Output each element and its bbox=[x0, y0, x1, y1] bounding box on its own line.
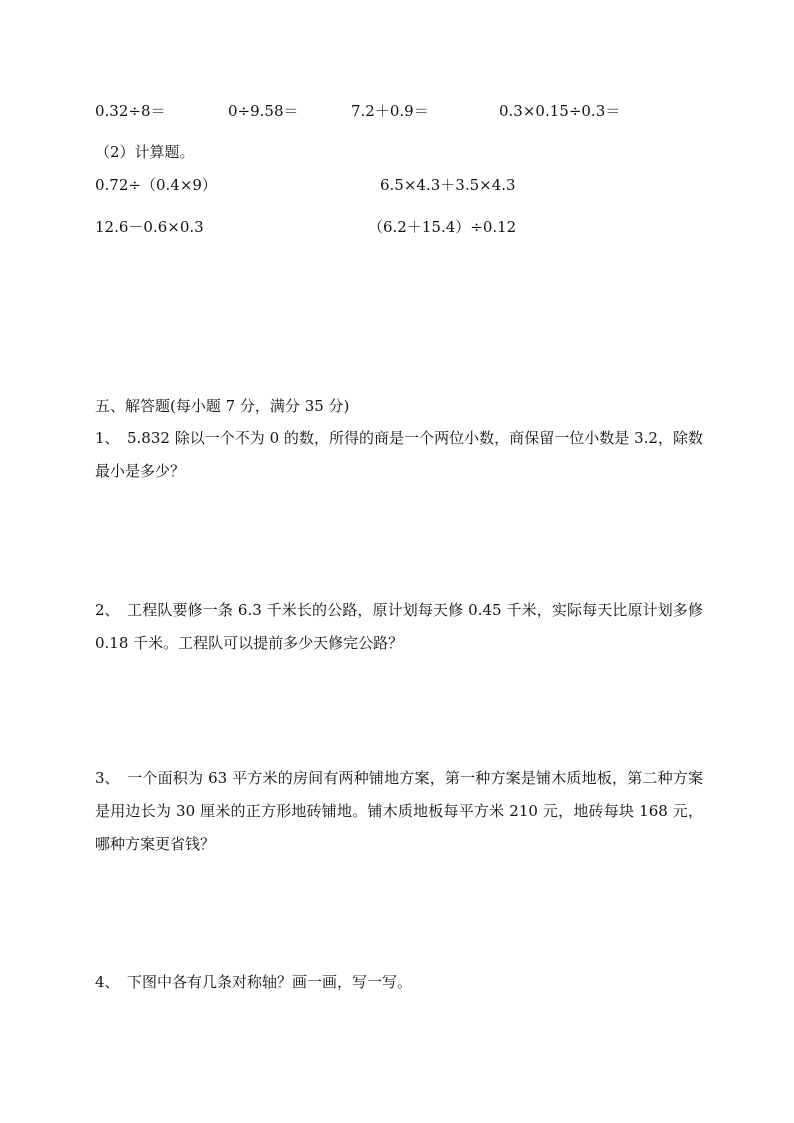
oral-calc-item-2: 0÷9.58＝ bbox=[228, 102, 299, 120]
oral-calc-item-3: 7.2＋0.9＝ bbox=[351, 102, 429, 120]
question-2 bbox=[95, 594, 703, 660]
section-five-heading: 五、解答题(每小题 7 分，满分 35 分) bbox=[95, 397, 350, 415]
question-text: 5.832 除以一个不为 0 的数，所得的商是一个两位小数，商保留一位小数是 3.2，除数最小是多少？ bbox=[95, 429, 703, 480]
calc-item-4: （6.2＋15.4）÷0.12 bbox=[368, 218, 517, 236]
calc-item-2: 6.5×4.3＋3.5×4.3 bbox=[380, 176, 516, 194]
question-number: 3、 bbox=[95, 769, 120, 787]
oral-calc-item-1: 0.32÷8＝ bbox=[95, 102, 166, 120]
question-number: 1、 bbox=[95, 429, 120, 447]
question-text: 工程队要修一条 6.3 千米长的公路，原计划每天修 0.45 千米，实际每天比原计划多修 0.18 千米。工程队可以提前多少天修完公路？ bbox=[95, 601, 703, 652]
calc-item-3: 12.6－0.6×0.3 bbox=[95, 218, 204, 236]
question-3 bbox=[95, 762, 703, 861]
calc-item-1: 0.72÷（0.4×9） bbox=[95, 176, 217, 194]
question-4 bbox=[95, 966, 703, 999]
question-text: 一个面积为 63 平方米的房间有两种铺地方案，第一种方案是铺木质地板，第二种方案是用边长为 30 厘米的正方形地砖铺地。铺木质地板每平方米 210 元，地砖每块 168 元，哪种方案更省钱？ bbox=[95, 769, 703, 853]
question-number: 4、 bbox=[95, 973, 120, 991]
oral-calc-item-4: 0.3×0.15÷0.3＝ bbox=[499, 102, 621, 120]
question-text: 下图中各有几条对称轴？画一画，写一写。 bbox=[127, 973, 413, 991]
calc-section-heading: （2）计算题。 bbox=[95, 143, 195, 161]
question-1 bbox=[95, 422, 703, 488]
question-number: 2、 bbox=[95, 601, 120, 619]
